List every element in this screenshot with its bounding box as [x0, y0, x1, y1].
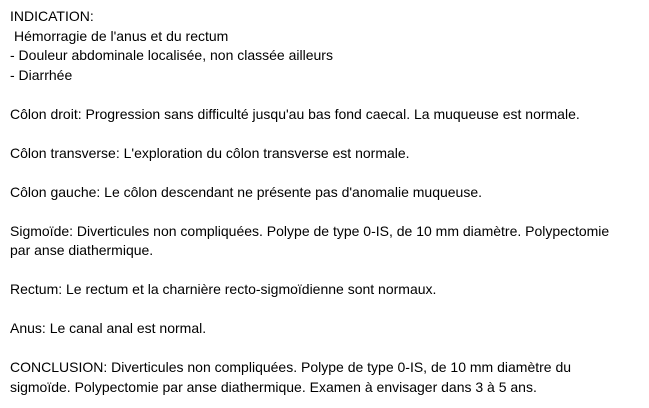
anus-section — [10, 319, 642, 339]
indication-heading: INDICATION: — [10, 8, 94, 24]
colon-left-section — [10, 183, 642, 203]
indication-item: Hémorragie de l'anus et du rectum — [14, 27, 229, 44]
indication-item: - Diarrhée — [10, 66, 73, 83]
sigmoid-text-line: Sigmoïde: Diverticules non compliquées. Polype de type 0-IS, de 10 mm diamètre. Polypectomie — [10, 222, 610, 239]
conclusion-section — [10, 358, 642, 397]
rectum-text: Rectum: Le rectum et la charnière recto-sigmoïdienne sont normaux. — [10, 281, 437, 297]
sigmoid-text-line: par anse diathermique. — [10, 242, 154, 258]
conclusion-text-line: sigmoïde. Polypectomie par anse diathermique. Examen à envisager dans 3 à 5 ans. — [10, 378, 537, 395]
colon-transverse-section — [10, 144, 642, 164]
report-document — [10, 7, 642, 397]
colon-right-text: Côlon droit: Progression sans difficulté jusqu'au bas fond caecal. La muqueuse est normale. — [10, 105, 580, 122]
colon-transverse-text: Côlon transverse: L'exploration du côlon transverse est normale. — [10, 144, 410, 161]
colon-left-text: Côlon gauche: Le côlon descendant ne présente pas d'anomalie muqueuse. — [10, 183, 483, 200]
indication-item: - Douleur abdominale localisée, non classée ailleurs — [10, 47, 333, 63]
sigmoid-section — [10, 222, 642, 261]
conclusion-text-line: CONCLUSION: Diverticules non compliquées. Polype de type 0-IS, de 10 mm diamètre du — [10, 359, 572, 375]
anus-text: Anus: Le canal anal est normal. — [10, 320, 207, 336]
rectum-section — [10, 280, 642, 300]
colon-right-section — [10, 105, 642, 125]
indication-section — [10, 7, 642, 85]
